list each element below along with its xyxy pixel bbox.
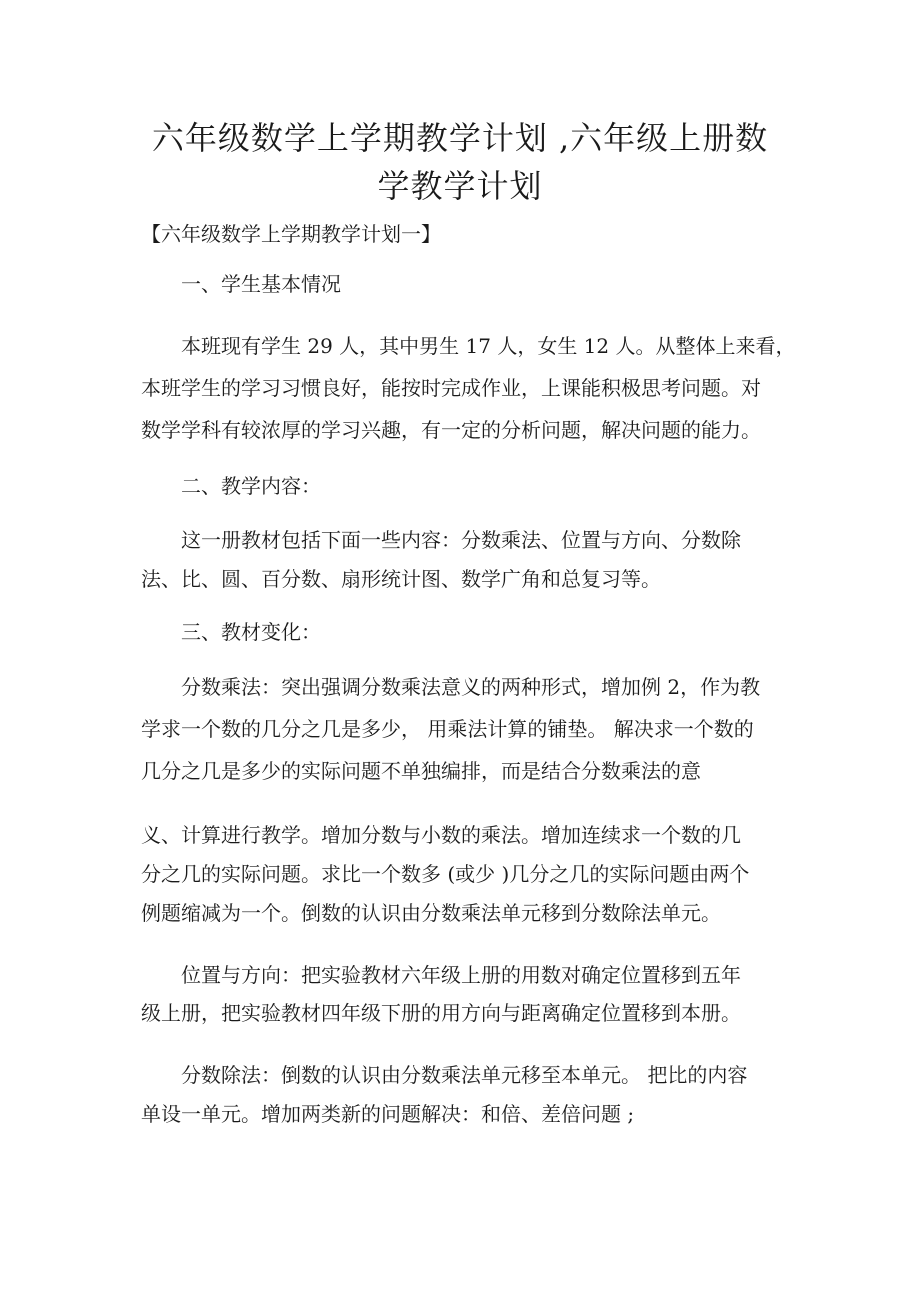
document-title-line-2: 学教学计划 [377,167,543,205]
paragraph-line: 分数除法：倒数的认识由分数乘法单元移至本单元。 把比的内容 [181,1063,748,1087]
paragraph-line: 学求一个数的几分之几是多少， 用乘法计算的铺垫。 解决求一个数的 [141,717,754,741]
paragraph-line: 本班现有学生 29 人，其中男生 17 人，女生 12 人。从整体上来看， [181,334,796,358]
paragraph-line: 分之几的实际问题。求比一个数多 (或少 )几分之几的实际问题由两个 [141,862,750,886]
section-marker: 【六年级数学上学期教学计划一】 [141,222,441,246]
paragraph-line: 这一册教材包括下面一些内容：分数乘法、位置与方向、分数除 [181,528,741,552]
paragraph-line: 本班学生的学习习惯良好，能按时完成作业，上课能积极思考问题。对 [141,376,761,400]
heading-material-changes: 三、教材变化： [181,620,321,644]
paragraph-line: 几分之几是多少的实际问题不单独编排，而是结合分数乘法的意 [141,759,701,783]
paragraph-line: 位置与方向：把实验教材六年级上册的用数对确定位置移到五年 [181,963,741,987]
paragraph-line: 数学学科有较浓厚的学习兴趣，有一定的分析问题，解决问题的能力。 [141,418,761,442]
document-title-line-1: 六年级数学上学期教学计划 ,六年级上册数 [151,119,769,157]
heading-student-situation: 一、学生基本情况 [181,272,341,296]
paragraph-line: 法、比、圆、百分数、扇形统计图、数学广角和总复习等。 [141,567,661,591]
paragraph-line: 例题缩减为一个。倒数的认识由分数乘法单元移到分数除法单元。 [141,901,721,925]
paragraph-line: 分数乘法：突出强调分数乘法意义的两种形式，增加例 2，作为教 [181,675,761,699]
paragraph-line: 单设一单元。增加两类新的问题解决：和倍、差倍问题 ; [141,1102,635,1126]
paragraph-line: 级上册，把实验教材四年级下册的用方向与距离确定位置移到本册。 [141,1001,741,1025]
paragraph-line: 义、计算进行教学。增加分数与小数的乘法。增加连续求一个数的几 [141,823,741,847]
heading-teaching-content: 二、教学内容： [181,474,321,498]
